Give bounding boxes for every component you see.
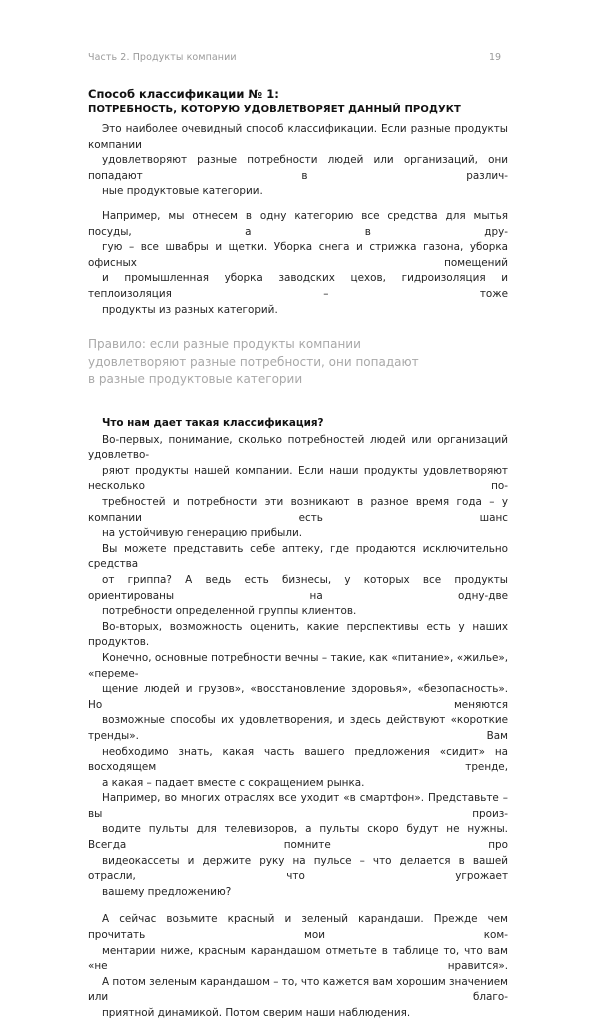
paragraph bbox=[88, 209, 508, 318]
text-line: Например, мы отнесем в одну категорию все средства для мытья посуды, а в дру- bbox=[88, 209, 508, 238]
paragraph bbox=[88, 433, 508, 542]
intro-text bbox=[88, 122, 508, 318]
text-line: гую – все швабры и щетки. Уборка снега и стрижка газона, уборка офисных помещений bbox=[88, 241, 508, 269]
text-line: необходимо знать, какая часть вашего предложения «сидит» на восходящем тренде, bbox=[88, 745, 508, 774]
text-line: на устойчивую генерацию прибыли. bbox=[102, 527, 303, 540]
paragraph bbox=[88, 122, 508, 200]
text-line: а какая – падает вместе с сокращением рынка. bbox=[102, 776, 365, 789]
text-line: удовлетворяют разные потребности людей или организаций, они попадают в различ- bbox=[88, 154, 508, 182]
text-line: приятной динамикой. Потом сверим наши наблюдения. bbox=[102, 1007, 411, 1019]
rule-line: в разные продуктовые категории bbox=[88, 372, 303, 387]
paragraph bbox=[88, 620, 508, 792]
text-line: водите пульты для телевизоров, а пульты скоро будут не нужны. Всегда помните про bbox=[88, 823, 508, 852]
text-line: ментарии ниже, красным карандашом отметьте в таблице то, что вам «не нравится». bbox=[88, 944, 508, 973]
text-line: ряют продукты нашей компании. Если наши продукты удовлетворяют несколько по- bbox=[88, 464, 508, 493]
text-line: Вы можете представить себе аптеку, где продаются исключительно средства bbox=[88, 542, 508, 571]
text-line: от гриппа? А ведь есть бизнесы, у которых все продукты ориентированы на одну-две bbox=[88, 573, 508, 602]
text-line: потребности определенной группы клиентов. bbox=[102, 605, 357, 618]
closing-text bbox=[88, 912, 508, 1021]
text-line: Например, во многих отраслях все уходит «в смартфон». Представьте – вы произ- bbox=[88, 792, 508, 820]
rule-callout bbox=[88, 336, 508, 389]
text-line: Во-первых, понимание, сколько потребностей людей или организаций удовлетво- bbox=[88, 433, 508, 462]
paragraph bbox=[88, 542, 508, 620]
rule-line: Правило: если разные продукты компании bbox=[88, 337, 361, 352]
text-line: вашему предложению? bbox=[102, 885, 232, 898]
text-line: возможные способы их удовлетворения, и здесь действуют «короткие тренды». Вам bbox=[88, 714, 508, 742]
text-line: Во-вторых, возможность оценить, какие перспективы есть у наших продуктов. bbox=[88, 620, 508, 649]
text-line: ные продуктовые категории. bbox=[102, 185, 263, 198]
section-subtitle: ПОТРЕБНОСТЬ, КОТОРУЮ УДОВЛЕТВОРЯЕТ ДАННЫЙ ПРОДУКТ bbox=[88, 104, 461, 115]
text-line: А потом зеленым карандашом – то, что кажется вам хорошим значением или благо- bbox=[88, 975, 508, 1004]
text-line: требностей и потребности эти возникают в разное время года – у компании есть шанс bbox=[88, 496, 508, 524]
text-line: Конечно, основные потребности вечны – такие, как «питание», «жилье», «переме- bbox=[88, 651, 508, 680]
text-line: видеокассеты и держите руку на пульсе – что делается в вашей отрасли, что угрожает bbox=[88, 854, 508, 883]
paragraph bbox=[88, 912, 508, 1021]
subheading: Что нам дает такая классификация? bbox=[102, 416, 324, 429]
paragraph bbox=[88, 791, 508, 900]
page-content bbox=[88, 86, 508, 1022]
running-head: Часть 2. Продукты компании bbox=[88, 52, 237, 63]
rule-line: удовлетворяют разные потребности, они попадают bbox=[88, 354, 419, 369]
section-title: Способ классификации № 1: bbox=[88, 87, 279, 101]
text-line: Это наиболее очевидный способ классификации. Если разные продукты компании bbox=[88, 123, 508, 151]
body-text bbox=[88, 433, 508, 901]
text-line: щение людей и грузов», «восстановление здоровья», «безопасность». Но меняются bbox=[88, 683, 508, 711]
text-line: и промышленная уборка заводских цехов, гидроизоляция и теплоизоляция – тоже bbox=[88, 272, 508, 300]
text-line: А сейчас возьмите красный и зеленый карандаши. Прежде чем прочитать мои ком- bbox=[88, 913, 508, 942]
page-number: 19 bbox=[489, 52, 502, 63]
text-line: продукты из разных категорий. bbox=[102, 303, 278, 316]
